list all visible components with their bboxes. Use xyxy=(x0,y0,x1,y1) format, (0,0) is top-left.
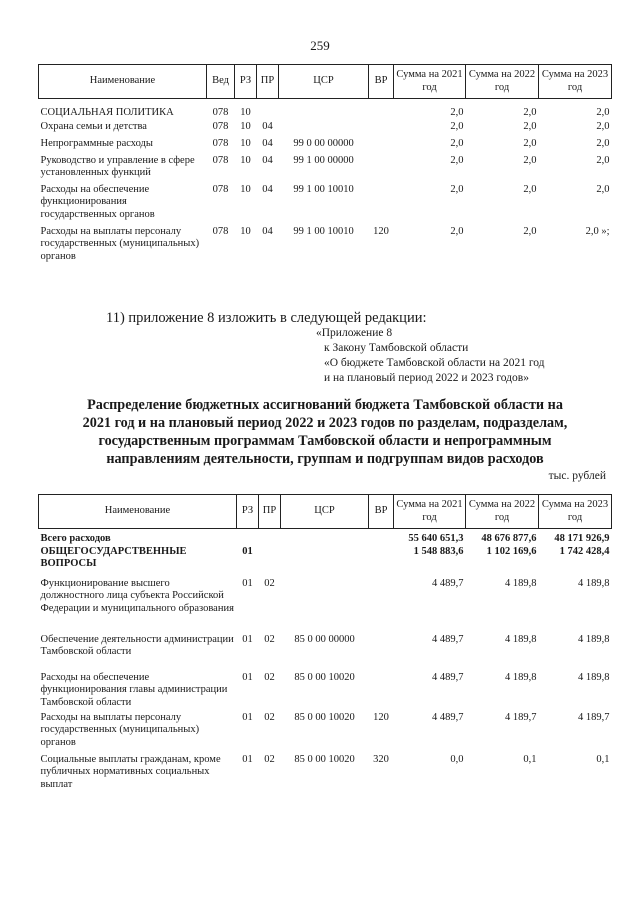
cell-s2021: 2,0 xyxy=(450,120,464,132)
cell-rz: 01 xyxy=(242,545,253,557)
table-row xyxy=(39,155,612,184)
cell-s2022: 2,0 xyxy=(523,183,537,195)
cell-rz: 01 xyxy=(242,753,253,765)
unit-label: тыс. рублей xyxy=(548,470,606,482)
cell-name: Расходы на обеспечение функционирования государственных органов xyxy=(40,183,155,220)
page-number: 259 xyxy=(310,38,330,53)
table-row xyxy=(39,184,612,226)
appendix-line: «О бюджете Тамбовской области на 2021 год xyxy=(324,357,545,369)
cell-name: Расходы на выплаты персоналу государственных (муниципальных) органов xyxy=(40,225,200,262)
cell-pr: 04 xyxy=(262,154,273,166)
cell-s2021: 4 489,7 xyxy=(432,633,464,645)
cell-vr: 120 xyxy=(373,225,389,237)
cell-s2022: 2,0 xyxy=(523,107,537,118)
appendix-line: и на плановый период 2022 и 2023 годов» xyxy=(324,372,529,384)
cell-s2021: 2,0 xyxy=(450,137,464,149)
cell-name: Обеспечение деятельности администрации Тамбовской области xyxy=(40,633,234,658)
cell-s2021: 1 548 883,6 xyxy=(413,545,464,557)
cell-s2021: 4 489,7 xyxy=(432,671,464,683)
cell-ved: 078 xyxy=(212,154,229,166)
cell-s2022: 4 189,7 xyxy=(505,711,537,723)
cell-csr: 99 1 00 10010 xyxy=(293,225,354,237)
cell-s2021: 2,0 xyxy=(450,154,464,166)
col-header-rz: РЗ xyxy=(237,495,259,529)
col-header-sum-2021: Сумма на 2021 год xyxy=(394,65,466,99)
document-title xyxy=(40,396,610,468)
table-row xyxy=(39,672,612,712)
cell-rz: 10 xyxy=(240,183,251,195)
appendix-reference xyxy=(316,326,545,386)
cell-vr xyxy=(369,672,394,712)
col-header-sum-2023: Сумма на 2023 год xyxy=(539,65,612,99)
cell-pr xyxy=(259,546,281,578)
cell-ved: 078 xyxy=(212,120,229,132)
cell-s2023: 1 742 428,4 xyxy=(559,545,610,557)
title-line: государственным программам Тамбовской области и непрограммным xyxy=(98,433,552,449)
col-header-csr: ЦСР xyxy=(281,495,369,529)
cell-name: Руководство и управление в сфере установленных функций xyxy=(40,154,195,179)
amendment-intro: 11) приложение 8 изложить в следующей редакции: xyxy=(106,310,427,326)
cell-vr xyxy=(369,578,394,634)
cell-s2022: 1 102 169,6 xyxy=(486,545,537,557)
title-line: 2021 год и на плановый период 2022 и 2023 годов по разделам, подразделам, xyxy=(82,415,568,431)
table-row xyxy=(39,226,612,270)
cell-pr: 04 xyxy=(262,120,273,132)
cell-vr xyxy=(369,121,394,138)
cell-s2023: 2,0 xyxy=(596,137,610,149)
cell-pr: 04 xyxy=(262,137,273,149)
cell-pr xyxy=(259,529,281,546)
cell-vr xyxy=(369,546,394,578)
cell-pr: 02 xyxy=(264,633,275,645)
cell-s2022: 2,0 xyxy=(523,120,537,132)
col-header-sum-2022: Сумма на 2022 год xyxy=(466,495,539,529)
cell-name: Охрана семьи и детства xyxy=(40,120,147,132)
cell-rz: 01 xyxy=(242,711,253,723)
cell-csr: 85 0 00 10020 xyxy=(294,711,355,723)
cell-pr: 02 xyxy=(264,577,275,589)
cell-s2023: 2,0 xyxy=(596,183,610,195)
cell-rz: 01 xyxy=(242,671,253,683)
cell-csr: 99 1 00 10010 xyxy=(293,183,354,195)
cell-csr: 99 0 00 00000 xyxy=(293,137,354,149)
cell-vr xyxy=(369,529,394,546)
cell-rz: 10 xyxy=(240,154,251,166)
cell-name: Непрограммные расходы xyxy=(40,137,153,149)
cell-vr xyxy=(369,99,394,121)
cell-ved: 078 xyxy=(212,137,229,149)
table-budget-allocation xyxy=(38,494,612,798)
table-social-policy xyxy=(38,64,612,270)
table-row xyxy=(39,99,612,121)
cell-s2023: 0,1 xyxy=(596,753,610,765)
col-header-sum-2023: Сумма на 2023 год xyxy=(539,495,612,529)
cell-s2022: 4 189,8 xyxy=(505,577,537,589)
table-row xyxy=(39,712,612,754)
cell-pr: 04 xyxy=(262,225,273,237)
cell-rz: 01 xyxy=(242,577,253,589)
cell-pr: 02 xyxy=(264,671,275,683)
cell-s2022: 2,0 xyxy=(523,137,537,149)
appendix-line: к Закону Тамбовской области xyxy=(324,342,469,354)
cell-s2023: 4 189,8 xyxy=(578,633,610,645)
cell-ved: 078 xyxy=(212,107,229,118)
cell-vr: 120 xyxy=(373,711,389,723)
table-row xyxy=(39,578,612,634)
cell-csr xyxy=(281,529,369,546)
cell-name: Функционирование высшего должностного лица субъекта Российской Федерации и муниципального образования xyxy=(40,577,234,614)
col-header-name: Наименование xyxy=(39,65,207,99)
table-row xyxy=(39,138,612,155)
table1-header xyxy=(39,65,612,99)
cell-ved: 078 xyxy=(212,183,229,195)
cell-s2023: 2,0 »; xyxy=(585,225,610,237)
cell-s2021: 2,0 xyxy=(450,225,464,237)
appendix-line: «Приложение 8 xyxy=(316,327,393,339)
cell-s2023: 4 189,7 xyxy=(578,711,610,723)
cell-vr xyxy=(369,634,394,672)
table2-header xyxy=(39,495,612,529)
cell-pr: 04 xyxy=(262,183,273,195)
cell-s2021: 0,0 xyxy=(450,753,464,765)
title-line: Распределение бюджетных ассигнований бюджета Тамбовской области на xyxy=(87,397,563,413)
cell-s2023: 4 189,8 xyxy=(578,671,610,683)
cell-s2022: 4 189,8 xyxy=(505,671,537,683)
cell-pr: 02 xyxy=(264,753,275,765)
col-header-vr: ВР xyxy=(369,495,394,529)
cell-s2022: 2,0 xyxy=(523,154,537,166)
cell-s2023: 2,0 xyxy=(596,120,610,132)
table-row xyxy=(39,121,612,138)
cell-name: Всего расходов xyxy=(40,533,111,544)
table-row xyxy=(39,754,612,798)
cell-vr xyxy=(369,138,394,155)
cell-csr: 85 0 00 10020 xyxy=(294,671,355,683)
cell-s2023: 2,0 xyxy=(596,107,610,118)
cell-vr: 320 xyxy=(373,753,389,765)
cell-s2022: 48 676 877,6 xyxy=(481,533,537,544)
cell-csr xyxy=(281,578,369,634)
cell-s2022: 4 189,8 xyxy=(505,633,537,645)
cell-csr xyxy=(279,121,369,138)
cell-rz: 10 xyxy=(240,107,251,118)
cell-s2021: 55 640 651,3 xyxy=(408,533,464,544)
cell-name: Расходы на обеспечение функционирования главы администрации Тамбовской области xyxy=(40,671,228,708)
cell-name: ОБЩЕГОСУДАРСТВЕННЫЕ ВОПРОСЫ xyxy=(40,545,187,570)
col-header-pr: ПР xyxy=(259,495,281,529)
col-header-ved: Вед xyxy=(207,65,235,99)
table-row xyxy=(39,634,612,672)
col-header-vr: ВР xyxy=(369,65,394,99)
col-header-name: Наименование xyxy=(39,495,237,529)
col-header-sum-2022: Сумма на 2022 год xyxy=(466,65,539,99)
cell-rz: 10 xyxy=(240,120,251,132)
table-row xyxy=(39,546,612,578)
cell-vr xyxy=(369,155,394,184)
cell-pr: 02 xyxy=(264,711,275,723)
cell-rz xyxy=(237,529,259,546)
cell-ved: 078 xyxy=(212,225,229,237)
cell-csr xyxy=(281,546,369,578)
cell-name: Расходы на выплаты персоналу государственных (муниципальных) органов xyxy=(40,711,200,748)
title-line: направлениям деятельности, группам и подгруппам видов расходов xyxy=(106,451,544,467)
cell-s2021: 2,0 xyxy=(450,107,464,118)
cell-s2022: 2,0 xyxy=(523,225,537,237)
table-row xyxy=(39,529,612,546)
cell-s2023: 4 189,8 xyxy=(578,577,610,589)
cell-name: Социальные выплаты гражданам, кроме публичных нормативных социальных выплат xyxy=(40,753,221,790)
cell-csr xyxy=(279,99,369,121)
cell-rz: 10 xyxy=(240,225,251,237)
cell-rz: 10 xyxy=(240,137,251,149)
cell-pr xyxy=(257,99,279,121)
cell-s2023: 48 171 926,9 xyxy=(554,533,610,544)
cell-s2022: 0,1 xyxy=(523,753,537,765)
cell-csr: 85 0 00 10020 xyxy=(294,753,355,765)
col-header-csr: ЦСР xyxy=(279,65,369,99)
cell-s2021: 2,0 xyxy=(450,183,464,195)
cell-s2021: 4 489,7 xyxy=(432,577,464,589)
cell-name: СОЦИАЛЬНАЯ ПОЛИТИКА xyxy=(40,107,174,118)
cell-s2021: 4 489,7 xyxy=(432,711,464,723)
cell-csr: 99 1 00 00000 xyxy=(293,154,354,166)
cell-vr xyxy=(369,184,394,226)
col-header-sum-2021: Сумма на 2021 год xyxy=(394,495,466,529)
cell-s2023: 2,0 xyxy=(596,154,610,166)
col-header-rz: РЗ xyxy=(235,65,257,99)
cell-csr: 85 0 00 00000 xyxy=(294,633,355,645)
cell-rz: 01 xyxy=(242,633,253,645)
col-header-pr: ПР xyxy=(257,65,279,99)
